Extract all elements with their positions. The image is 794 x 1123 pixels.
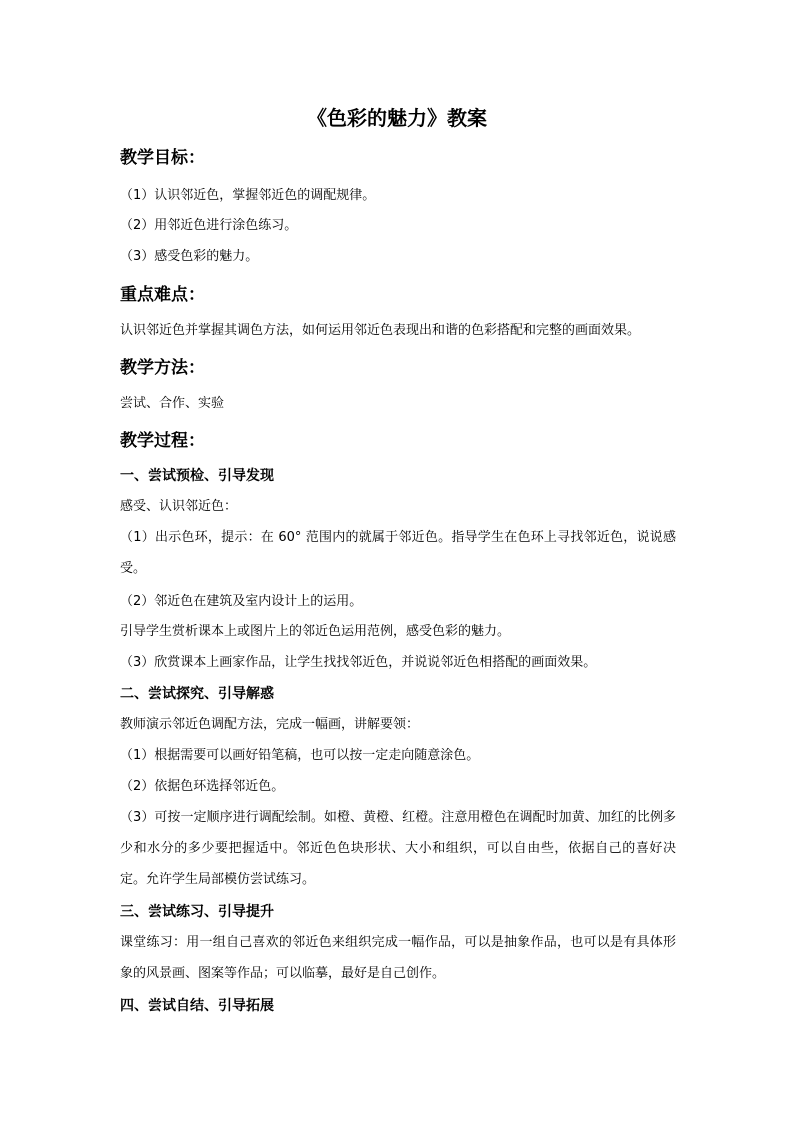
paragraph: 课堂练习：用一组自己喜欢的邻近色来组织完成一幅作品，可以是抽象作品，也可以是有具体形象的风景画、图案等作品；可以临摹，最好是自己创作。 [120,935,676,981]
process-step-title: 四、尝试自结、引导拓展 [120,998,274,1014]
paragraph: （1）根据需要可以画好铅笔稿，也可以按一定走向随意涂色。 [120,748,480,763]
goal-item: （2）用邻近色进行涂色练习。 [120,218,298,233]
paragraph: （3）欣赏课本上画家作品，让学生找找邻近色，并说说邻近色相搭配的画面效果。 [120,655,597,670]
section-heading-methods: 教学方法： [120,358,205,378]
goal-item: （1）认识邻近色，掌握邻近色的调配规律。 [120,188,376,203]
section-heading-goals: 教学目标： [120,148,205,168]
process-step-title: 二、尝试探究、引导解惑 [120,686,274,702]
paragraph: （2）依据色环选择邻近色。 [120,779,285,794]
document-title: 《色彩的魅力》教案 [307,106,487,130]
goal-item: （3）感受色彩的魅力。 [120,249,259,264]
paragraph: 引导学生赏析课本上或图片上的邻近色运用范例，感受色彩的魅力。 [120,624,511,639]
section-heading-keypoints: 重点难点： [120,285,205,305]
keypoints-text: 认识邻近色并掌握其调色方法，如何运用邻近色表现出和谐的色彩搭配和完整的画面效果。 [120,323,641,338]
paragraph: （3）可按一定顺序进行调配绘制。如橙、黄橙、红橙。注意用橙色在调配时加黄、加红的比例多少和水分的多少要把握适中。邻近色色块形状、大小和组织，可以自由些，依据自己的喜好决定。允许学生局部模仿尝试练习。 [120,810,676,887]
paragraph: （2）邻近色在建筑及室内设计上的运用。 [120,594,363,609]
paragraph: 教师演示邻近色调配方法，完成一幅画，讲解要领： [120,717,420,732]
paragraph: （1）出示色环，提示：在 60° 范围内的就属于邻近色。指导学生在色环上寻找邻近色，说说感受。 [120,530,676,576]
section-heading-process: 教学过程： [120,431,205,451]
process-step-title: 三、尝试练习、引导提升 [120,904,274,920]
methods-text: 尝试、合作、实验 [120,396,225,411]
process-step-title: 一、尝试预检、引导发现 [120,468,274,484]
paragraph: 感受、认识邻近色： [120,499,238,514]
